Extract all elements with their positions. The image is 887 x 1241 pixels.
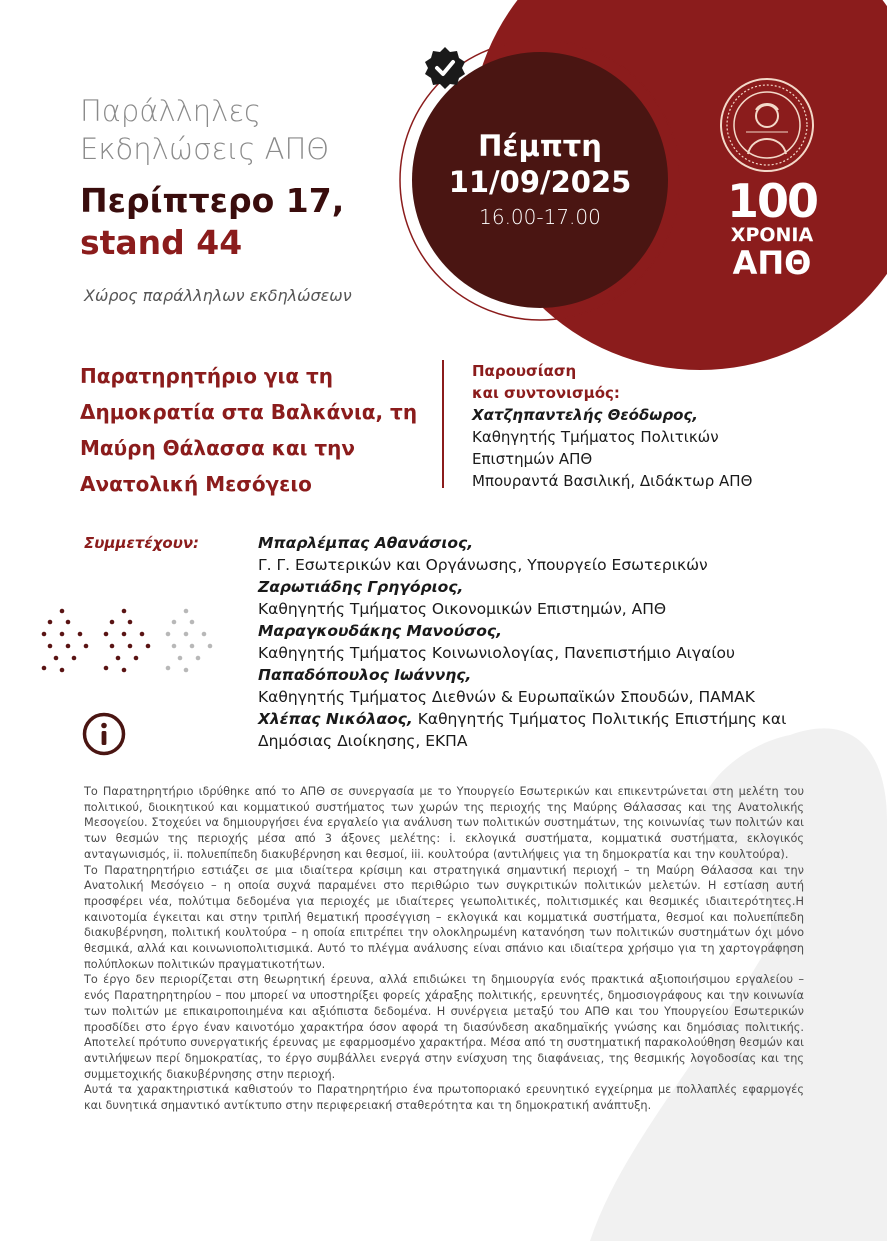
participant-role: Καθηγητής Τμήματος Οικονομικών Επιστημών, ΑΠΘ (258, 600, 667, 618)
pavilion-line-1: Περίπτερο 17, (80, 181, 345, 220)
participant-role: Καθηγητής Τμήματος Διεθνών & Ευρωπαϊκών Σπουδών, ΠΑΜΑΚ (258, 688, 755, 706)
description-paragraph: Το έργο δεν περιορίζεται στη θεωρητική έρευνα, αλλά επιδιώκει τη δημιουργία ενός πρακτικά αξιοποιήσιμου εργαλείου – ενός Παρατηρητηρίου – που μπορεί να υποστηρίξει φορείς χάραξης πολιτικής, ερευνητές, δημοσιογράφους και την κοινωνία των πολιτών με επικαιροποιημένα και αξιόπιστα δεδομένα. Η συνέργεια μεταξύ του ΑΠΘ και του Υπουργείου Εσωτερικών προσδίδει στο έργο έναν καινοτόμο χαρακτήρα όσον αφορά τη διασύνδεση ακαδημαϊκής γνώσης και δημόσιας πολιτικής. Αποτελεί πρότυπο συνεργατικής έρευνας με εφαρμοσμένο χαρακτήρα. Μέσα από τη συστηματική παρακολούθηση θεσμών και αντιλήψεων περί δημοκρατίας, το έργο συμβάλλει ενεργά στην ενίσχυση της διαφάνειας, της θεσμικής λογοδοσίας και της συμμετοχικής διακυβέρνησης στην περιοχή. (84, 973, 804, 1081)
pavilion-line-2: stand 44 (80, 223, 243, 262)
participants-list (258, 532, 818, 752)
participant-name: Μαραγκουδάκης Μανούσος, (258, 622, 502, 640)
event-series-title: Παράλληλες Εκδηλώσεις ΑΠΘ (80, 94, 330, 166)
event-weekday: Πέμπτη (478, 129, 602, 163)
participant-name: Μπαρλέμπας Αθανάσιος, (258, 534, 474, 552)
university-seal-icon (718, 76, 816, 174)
logo-number: 100 (726, 174, 818, 228)
logo-word-auth: ΑΠΘ (732, 244, 812, 282)
participants-label: Συμμετέχουν: (84, 534, 200, 552)
participant-name: Ζαρωτιάδης Γρηγόριος, (258, 578, 464, 596)
participant-role: Καθηγητής Τμήματος Κοινωνιολογίας, Πανεπιστήμιο Αιγαίου (258, 644, 736, 662)
moderator-role-2: Επιστημών ΑΠΘ (472, 450, 593, 468)
dot-pattern-decoration (40, 606, 230, 676)
description-text (84, 784, 804, 1114)
participant-name: Παπαδόπουλος Ιωάννης, (258, 666, 472, 684)
anniversary-logo (722, 174, 822, 282)
participant-role: Γ. Γ. Εσωτερικών και Οργάνωσης, Υπουργείο Εσωτερικών (258, 556, 708, 574)
logo-word-years: ΧΡΟΝΙΑ (730, 224, 814, 246)
date-badge (440, 128, 640, 234)
description-paragraph: Αυτά τα χαρακτηριστικά καθιστούν το Παρατηρητήριο ένα πρωτοποριακό ερευνητικό εγχείρημα με πολλαπλές εφαρμογές και δυνητικά σημαντικό αντίκτυπο στην περιφερειακή σταθερότητα και τη δημοκρατική ανάπτυξη. (84, 1083, 804, 1113)
participant-role: Καθηγητής Τμήματος Πολιτικής Επιστήμης και Δημόσιας Διοίκησης, ΕΚΠΑ (258, 710, 787, 750)
presentation-label-2: και συντονισμός: (472, 384, 620, 402)
description-paragraph: Το Παρατηρητήριο ιδρύθηκε από το ΑΠΘ σε συνεργασία με το Υπουργείο Εσωτερικών και επικεντρώνεται στη μελέτη του πολιτικού, διοικητικού και κομματικού συστήματος των χωρών της περιοχής της Μαύρης Θάλασσας και της Ανατολικής Μεσογείου. Στοχεύει να δημιουργήσει ένα εργαλείο για ανάλυση των πολιτικών συστημάτων, της κοινωνίας των πολιτών και των θεσμών της περιοχής μέσα από 3 άξονες μελέτης: i. εκλογικά συστήματα, κομματικά συστήματα, εκλογικός ανταγωνισμός, ii. πολυεπίπεδη διακυβέρνηση και θεσμοί, iii. κουλτούρα (αντιλήψεις για τη δημοκρατία και την κουλτούρα). (84, 785, 804, 861)
event-time: 16.00-17.00 (479, 205, 601, 229)
participant-name: Χλέπας Νικόλαος, (258, 710, 413, 728)
vertical-divider (442, 360, 444, 488)
event-title: Παρατηρητήριο για τη Δημοκρατία στα Βαλκάνια, τη Μαύρη Θάλασσα και την Ανατολική Μεσόγειο (80, 364, 418, 496)
presentation-block (472, 360, 862, 492)
moderator-role-1: Καθηγητής Τμήματος Πολιτικών (472, 428, 719, 446)
venue-subtitle: Χώρος παράλληλων εκδηλώσεων (84, 286, 352, 305)
info-icon (82, 712, 126, 756)
presentation-label-1: Παρουσίαση (472, 362, 577, 380)
event-date: 11/09/2025 (448, 165, 632, 199)
description-paragraph: Το Παρατηρητήριο εστιάζει σε μια ιδιαίτερα κρίσιμη και στρατηγικά σημαντική περιοχή – τη Μαύρη Θάλασσα και την Ανατολική Μεσόγειο – η οποία συχνά παραμένει στο περιθώριο των συγκριτικών πολιτικών μελετών. Η εστίαση αυτή προσφέρει νέα, πολύτιμα δεδομένα για περιοχές με ιδιαίτερες γεωπολιτικές, πολιτισμικές και θεσμικές ιδιαιτερότητες.Η καινοτομία έγκειται και στην τριπλή θεματική προσέγγιση – εκλογικά και κομματικά συστήματα, θεσμοί και πολυεπίπεδη διακυβέρνηση, πολιτική κουλτούρα – η οποία επιτρέπει την ολοκληρωμένη κατανόηση των πολιτικών συστημάτων όχι μόνο θεσμικά, αλλά και κοινωνιοπολιτισμικά. Αυτό το πλέγμα ανάλυσης είναι σπάνιο και ιδιαίτερα χρήσιμο για τη χαρτογράφηση πολύπλοκων πολιτικών πραγματικοτήτων. (84, 863, 804, 971)
verified-badge-icon (423, 46, 467, 90)
pavilion-heading (80, 180, 420, 264)
participant-entry (258, 708, 818, 752)
co-moderator: Μπουραντά Βασιλική, Διδάκτωρ ΑΠΘ (472, 472, 753, 490)
moderator-name: Χατζηπαντελής Θεόδωρος, (472, 406, 698, 424)
